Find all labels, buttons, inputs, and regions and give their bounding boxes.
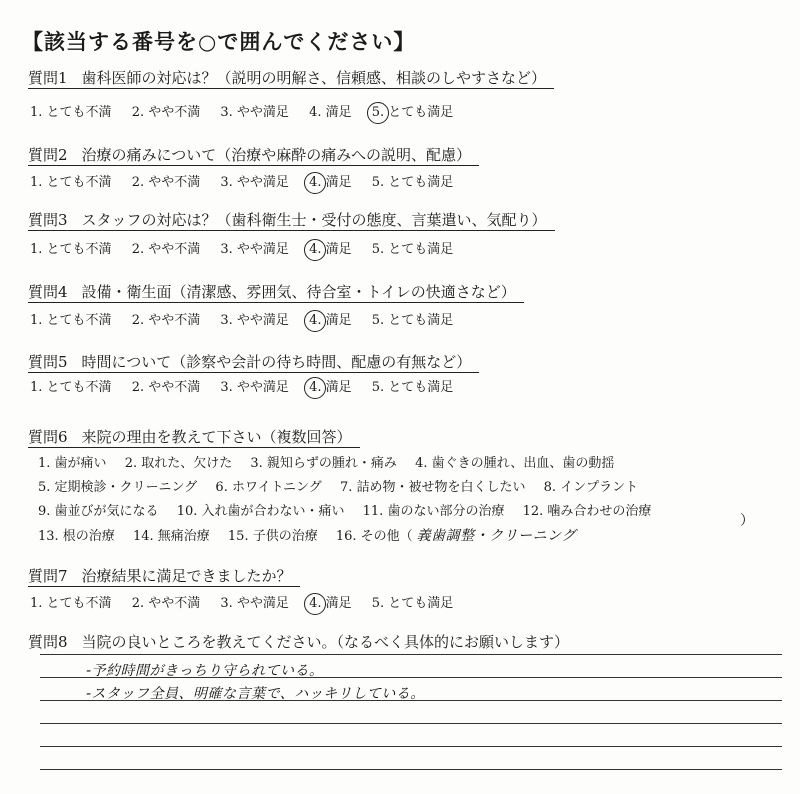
q2-option-2[interactable]: 2. やや不満 [131, 175, 201, 190]
q3-option-2[interactable]: 2. やや不満 [131, 242, 201, 257]
answer-line [40, 723, 782, 724]
reason-row [38, 476, 665, 500]
q4-option-4-selected[interactable]: 4. 満足 [309, 313, 352, 328]
reason-item[interactable]: 10. 入れ歯が合わない・痛い [176, 504, 345, 519]
selection-circle [304, 172, 326, 194]
q4-option-5[interactable]: 5. とても満足 [371, 313, 454, 328]
question-2-text: 治療の痛みについて（治療や麻酔の痛みへの説明、配慮） [81, 146, 471, 164]
q4-option-1[interactable]: 1. とても不満 [30, 313, 112, 328]
q7-option-1[interactable]: 1. とても不満 [30, 596, 112, 611]
question-5-number: 質問5 [28, 353, 68, 371]
selection-circle [304, 310, 326, 332]
question-5-text: 時間について（診察や会計の待ち時間、配慮の有無など） [81, 353, 472, 371]
q1-option-4[interactable]: 4. 満足 [309, 105, 352, 120]
q7-option-2[interactable]: 2. やや不満 [131, 596, 201, 611]
question-2-heading [28, 145, 479, 166]
reason-item[interactable]: 12. 噛み合わせの治療 [522, 504, 652, 519]
q5-option-1[interactable]: 1. とても不満 [30, 380, 112, 395]
q4-option-2[interactable]: 2. やや不満 [131, 313, 201, 328]
reason-item[interactable]: 2. 取れた、欠けた [124, 456, 233, 471]
other-close-paren: ） [740, 513, 754, 529]
q7-option-5[interactable]: 5. とても満足 [371, 596, 454, 611]
q3-option-1[interactable]: 1. とても不満 [30, 242, 112, 257]
question-4-number: 質問4 [28, 283, 68, 301]
reason-item[interactable]: 13. 根の治療 [38, 529, 115, 544]
q3-option-5[interactable]: 5. とても満足 [371, 242, 454, 257]
question-1-options [30, 104, 469, 122]
reason-item[interactable]: 11. 歯のない部分の治療 [362, 504, 505, 519]
question-5-options [30, 379, 469, 397]
question-6-number: 質問6 [28, 428, 68, 446]
page-title: 【該当する番号を○で囲んでください】 [22, 30, 416, 54]
q2-option-4-selected[interactable]: 4. 満足 [309, 175, 352, 190]
question-2-number: 質問2 [28, 146, 68, 164]
reason-item[interactable]: 7. 詰め物・被せ物を白くしたい [339, 480, 526, 495]
question-8-text: 当院の良いところを教えてください。（なるべく具体的にお願いします） [81, 633, 570, 651]
reason-item[interactable]: 4. 歯ぐきの腫れ、出血、歯の動揺 [415, 456, 615, 471]
q5-option-3[interactable]: 3. やや満足 [220, 380, 289, 395]
question-8-number: 質問8 [28, 633, 68, 651]
answer-line [40, 769, 782, 770]
selection-circle [367, 102, 389, 124]
q2-option-3[interactable]: 3. やや満足 [220, 175, 289, 190]
reason-item[interactable]: 9. 歯並びが気になる [38, 504, 159, 519]
question-3-text: スタッフの対応は？（歯科衛生士・受付の態度、言葉遣い、気配り） [81, 211, 547, 229]
question-1-text: 歯科医師の対応は？（説明の明解さ、信頼感、相談のしやすさなど） [81, 69, 546, 87]
feedback-answer-1: -予約時間がきっちり守られている。 [86, 663, 324, 679]
q2-option-1[interactable]: 1. とても不満 [30, 175, 112, 190]
question-7-number: 質問7 [28, 567, 68, 585]
q5-option-4-selected[interactable]: 4. 満足 [309, 380, 352, 395]
answer-line [40, 654, 782, 655]
feedback-answer-2: -スタッフ全員、明確な言葉で、ハッキリしている。 [86, 686, 425, 702]
other-handwritten-answer: 義歯調整・クリーニング [416, 528, 576, 544]
question-3-options [30, 241, 469, 259]
question-7-options [30, 595, 469, 613]
reason-item[interactable]: 14. 無痛治療 [132, 529, 210, 544]
question-3-number: 質問3 [28, 211, 68, 229]
reason-item[interactable]: 6. ホワイトニング [215, 480, 322, 495]
reason-item[interactable]: 15. 子供の治療 [227, 529, 318, 544]
question-7-heading [28, 566, 300, 587]
question-6-text: 来院の理由を教えて下さい（複数回答） [81, 428, 352, 446]
reason-item[interactable]: 3. 親知らずの腫れ・痛み [250, 456, 397, 471]
reason-item-other[interactable]: 16. その他（ [335, 529, 413, 544]
reason-item[interactable]: 8. インプラント [543, 480, 639, 495]
q4-option-3[interactable]: 3. やや満足 [220, 313, 289, 328]
question-6-heading [28, 427, 360, 448]
question-3-heading [28, 210, 555, 231]
question-1-heading [28, 68, 554, 89]
q5-option-2[interactable]: 2. やや不満 [131, 380, 201, 395]
q7-option-4-selected[interactable]: 4. 満足 [309, 596, 352, 611]
question-4-options [30, 312, 469, 330]
q3-option-3[interactable]: 3. やや満足 [220, 242, 289, 257]
question-2-options [30, 174, 469, 192]
question-6-reasons [38, 452, 665, 549]
question-5-heading [28, 352, 479, 373]
q3-option-4-selected[interactable]: 4. 満足 [309, 242, 352, 257]
answer-line [40, 746, 782, 747]
q1-option-2[interactable]: 2. やや不満 [131, 105, 201, 120]
question-1-number: 質問1 [28, 69, 68, 87]
question-8-heading [28, 632, 577, 652]
q5-option-5[interactable]: 5. とても満足 [371, 380, 454, 395]
selection-circle [304, 239, 326, 261]
reason-item[interactable]: 5. 定期検診・クリーニング [38, 480, 198, 495]
question-4-text: 設備・衛生面（清潔感、雰囲気、待合室・トイレの快適さなど） [81, 283, 516, 301]
question-7-text: 治療結果に満足できましたか？ [81, 567, 292, 585]
q1-option-3[interactable]: 3. やや満足 [220, 105, 289, 120]
reason-row [38, 500, 665, 524]
selection-circle [304, 593, 326, 615]
q1-option-5-selected[interactable]: 5. とても満足 [372, 105, 454, 120]
reason-row [38, 524, 665, 549]
q7-option-3[interactable]: 3. やや満足 [220, 596, 289, 611]
reason-item[interactable]: 1. 歯が痛い [38, 456, 107, 471]
selection-circle [304, 377, 326, 399]
reason-row [38, 452, 665, 476]
q1-option-1[interactable]: 1. とても不満 [30, 105, 112, 120]
question-4-heading [28, 282, 524, 303]
q2-option-5[interactable]: 5. とても満足 [371, 175, 454, 190]
